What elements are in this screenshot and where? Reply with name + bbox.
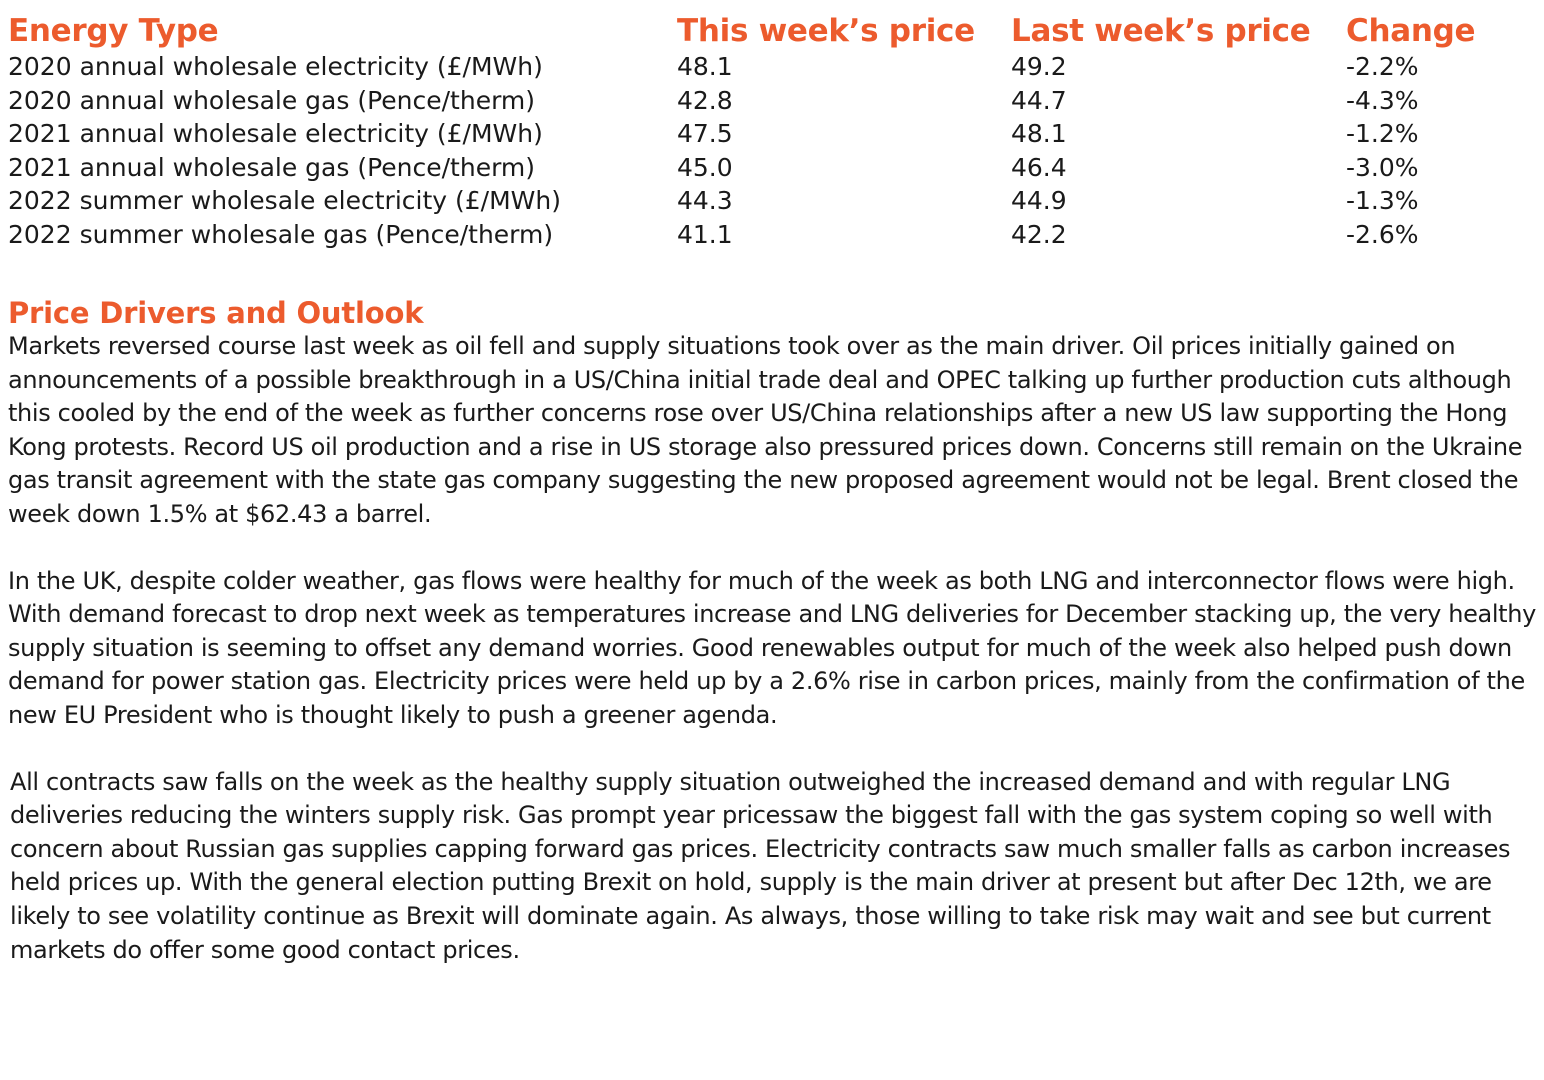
this-week-price-cell: 48.1 xyxy=(677,52,733,81)
outlook-paragraph-uk: In the UK, despite colder weather, gas flows were healthy for much of the week as both LNG and interconnector flows were high. With demand forecast to drop next week as temperatures increase and LNG deliveries for December stacking up, the very healthy supply situation is seeming to offset any demand worries. Good renewables output for much of the week also helped push down demand for power station gas. Electricity prices were held up by a 2.6% rise in carbon prices, mainly from the confirmation of the new EU President who is thought likely to push a greener agenda. xyxy=(8,566,1536,729)
last-week-price-cell: 44.9 xyxy=(1011,186,1067,216)
change-cell: -2.6% xyxy=(1346,219,1419,249)
table-row xyxy=(8,218,1528,252)
change-cell: -4.3% xyxy=(1346,85,1419,115)
change-cell: -1.3% xyxy=(1346,186,1419,216)
table-header-row xyxy=(8,12,1528,50)
header-last-week-price: Last week’s price xyxy=(1011,13,1311,49)
this-week-price-cell: 45.0 xyxy=(677,152,733,182)
this-week-price-cell: 47.5 xyxy=(677,119,733,149)
change-cell: -1.2% xyxy=(1346,119,1419,149)
last-week-price-cell: 48.1 xyxy=(1011,119,1067,149)
header-this-week-price: This week’s price xyxy=(677,13,975,49)
change-cell: -3.0% xyxy=(1346,152,1419,182)
table-row xyxy=(8,184,1528,218)
this-week-price-cell: 41.1 xyxy=(677,219,733,249)
energy-type-cell: 2022 summer wholesale electricity (£/MWh) xyxy=(8,186,561,216)
outlook-paragraph-oil: Markets reversed course last week as oil fell and supply situations took over as the main driver. Oil prices initially gained on announcements of a possible breakthrough in a US/China initial trade deal and OPEC talking up further production cuts although this cooled by the end of the week as further concerns rose over US/China relationships after a new US law supporting the Hong Kong protests. Record US oil production and a rise in US storage also pressured prices down. Concerns still remain on the Ukraine gas transit agreement with the state gas company suggesting the new proposed agreement would not be legal. Brent closed the week down 1.5% at $62.43 a barrel. xyxy=(8,332,1523,528)
section-title: Price Drivers and Outlook xyxy=(8,296,424,330)
energy-type-cell: 2020 annual wholesale gas (Pence/therm) xyxy=(8,85,536,115)
table-row xyxy=(8,84,1528,118)
outlook-paragraph-contracts: All contracts saw falls on the week as the healthy supply situation outweighed the increased demand and with regular LNG deliveries reducing the winters supply risk. Gas prompt year pricessaw the biggest fall with the gas system coping so well with concern about Russian gas supplies capping forward gas prices. Electricity contracts saw much smaller falls as carbon increases held prices up. With the general election putting Brexit on hold, supply is the main driver at present but after Dec 12th, we are likely to see volatility continue as Brexit will dominate again. As always, those willing to take risk may wait and see but current markets do offer some good contact prices. xyxy=(10,767,1511,964)
energy-type-cell: 2021 annual wholesale electricity (£/MWh) xyxy=(8,119,543,149)
header-change: Change xyxy=(1346,13,1476,49)
header-energy-type: Energy Type xyxy=(8,13,219,49)
energy-type-cell: 2021 annual wholesale gas (Pence/therm) xyxy=(8,152,536,182)
energy-type-cell: 2022 summer wholesale gas (Pence/therm) xyxy=(8,219,554,249)
this-week-price-cell: 44.3 xyxy=(677,186,733,216)
change-cell: -2.2% xyxy=(1346,52,1419,81)
this-week-price-cell: 42.8 xyxy=(677,85,733,115)
last-week-price-cell: 46.4 xyxy=(1011,152,1067,182)
energy-type-cell: 2020 annual wholesale electricity (£/MWh) xyxy=(8,52,543,81)
table-row xyxy=(8,117,1528,151)
table-row xyxy=(8,50,1528,84)
outlook-section xyxy=(8,296,1538,1000)
price-table xyxy=(8,12,1528,252)
table-row xyxy=(8,151,1528,185)
last-week-price-cell: 49.2 xyxy=(1011,52,1067,81)
last-week-price-cell: 44.7 xyxy=(1011,85,1067,115)
last-week-price-cell: 42.2 xyxy=(1011,219,1067,249)
